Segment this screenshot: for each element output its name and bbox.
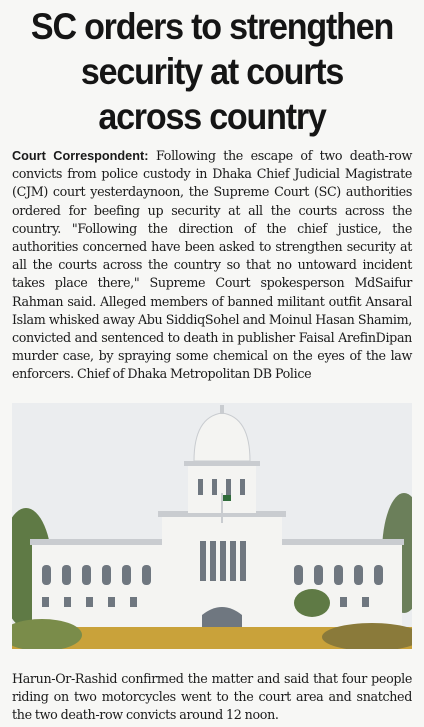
- flag-pole: [221, 493, 223, 523]
- headline-line-3: across country: [98, 96, 326, 137]
- dome-drum-band: [184, 461, 260, 466]
- right-wing: [282, 543, 402, 633]
- byline: Court Correspondent:: [12, 149, 149, 163]
- court-building-illustration: [12, 403, 412, 649]
- article-body-top: [12, 147, 412, 384]
- court-building-photo: [12, 403, 412, 649]
- article-body-bottom: Harun-Or-Rashid confirmed the matter and said that four people riding on two motorcycles went to the court area and snatched the two death-row convicts around 12 noon.: [12, 670, 412, 723]
- headline-line-2: security at courts: [80, 51, 344, 92]
- article-text-top: Following the escape of two death-row convicts from police custody in Dhaka Chief Judicial Magistrate (CJM) court yesterdaynoon, the Supreme Court (SC) authorities ordered for beefing up security at all the courts across the country. "Following the direction of the chief justice, the authorities concerned have been asked to strengthen security at all the courts across the country so that no untoward incident takes place there," Supreme Court spokesperson MdSaifur Rahman said. Alleged members of banned militant outfit Ansaral Islam whisked away Abu SiddiqSohel and Moinul Hasan Shamim, convicted and sentenced to death in publisher Faisal ArefinDipan murder case, by spraying some chemical on the eyes of the law enforcers. Chief of Dhaka Metropolitan DB Police: [12, 148, 412, 382]
- headline: [17, 0, 407, 139]
- left-wing-roof: [30, 539, 164, 545]
- dome-finial: [220, 405, 224, 414]
- bush-center: [294, 589, 330, 617]
- flag: [223, 495, 231, 501]
- right-wing-roof: [280, 539, 404, 545]
- headline-line-1: SC orders to strengthen: [30, 6, 394, 47]
